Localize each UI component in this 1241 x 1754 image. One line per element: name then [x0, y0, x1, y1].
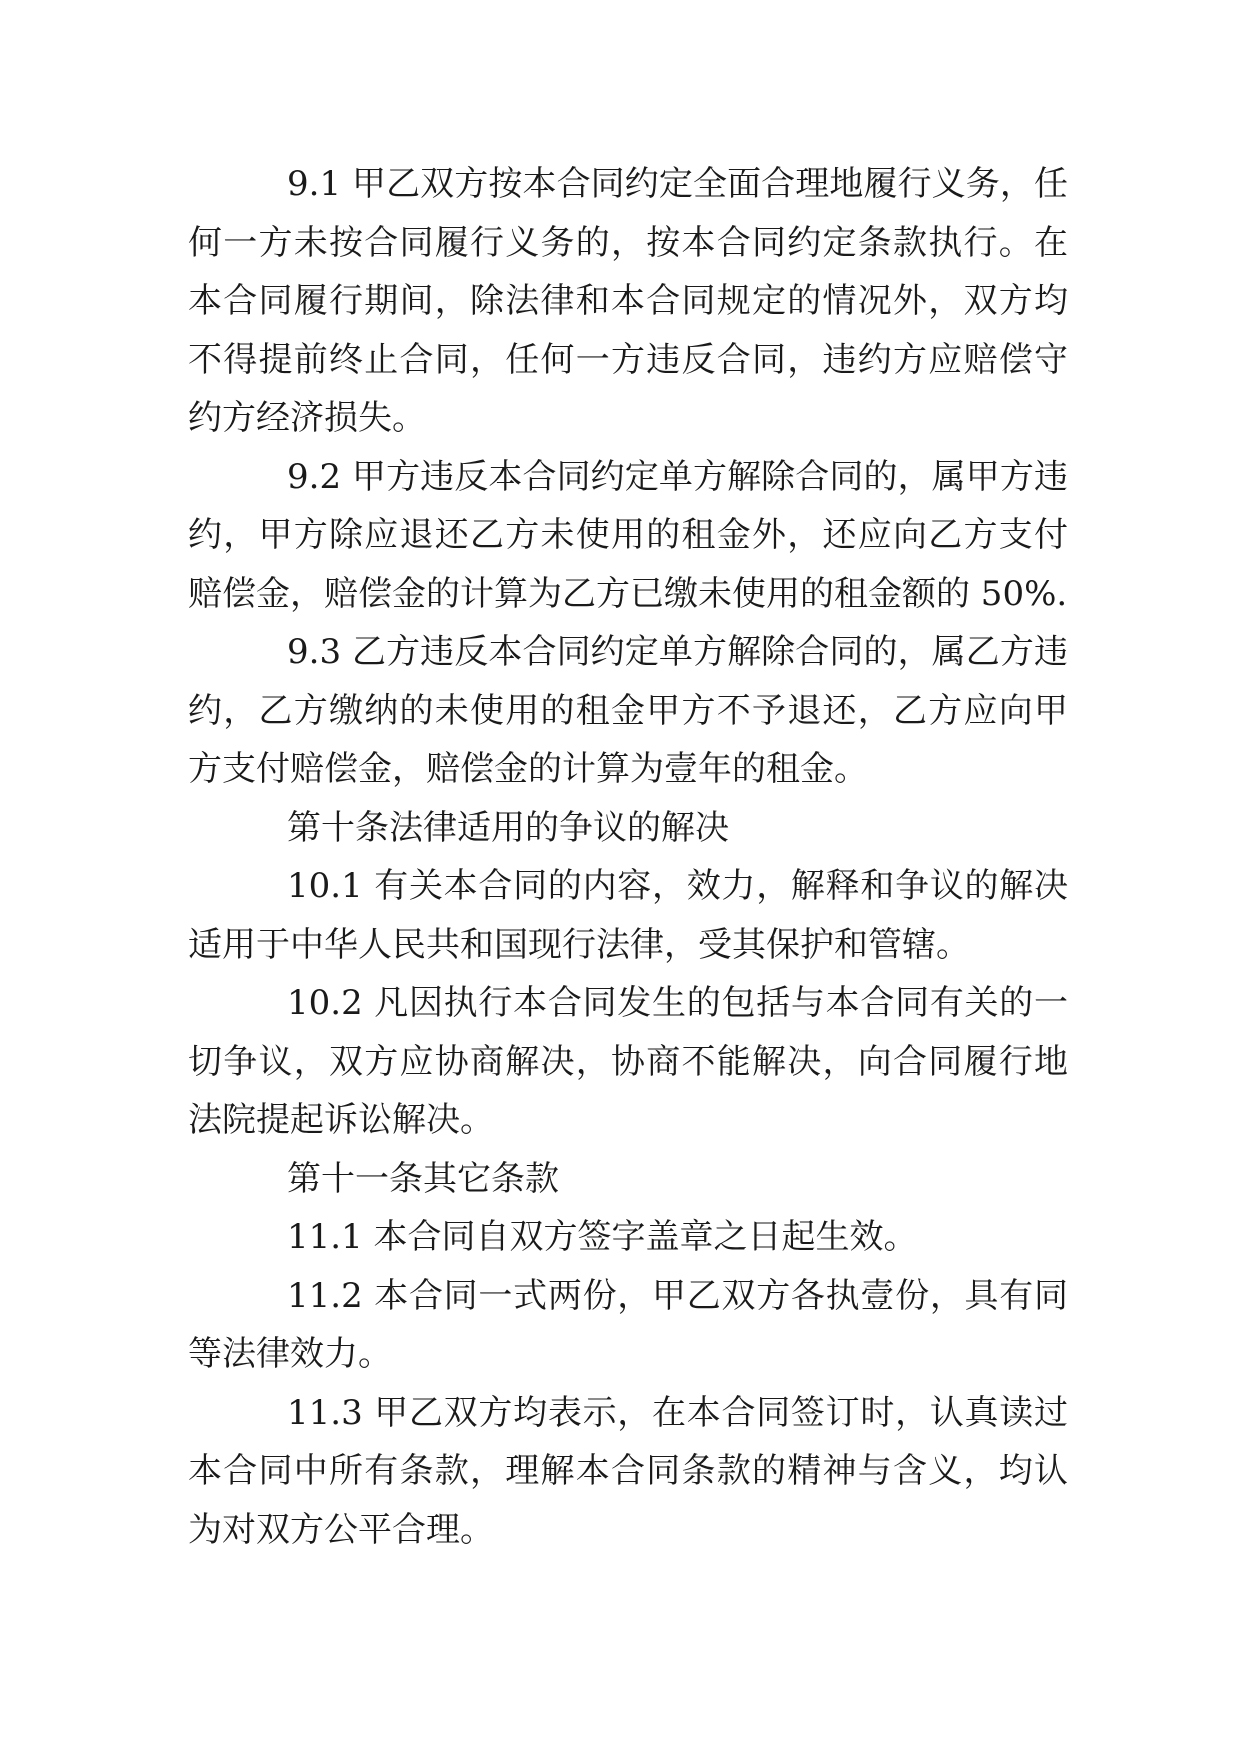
- clause-9-3: 9.3 乙方违反本合同约定单方解除合同的，属乙方违约，乙方缴纳的未使用的租金甲方不予退还，乙方应向甲方支付赔偿金，赔偿金的计算为壹年的租金。: [188, 632, 1068, 789]
- clause-10-1: 10.1 有关本合同的内容，效力，解释和争议的解决适用于中华人民共和国现行法律，受其保护和管辖。: [188, 866, 1068, 965]
- clause-11-3: 11.3 甲乙双方均表示，在本合同签订时，认真读过本合同中所有条款，理解本合同条款的精神与含义，均认为对双方公平合理。: [188, 1392, 1068, 1550]
- clause-9-2: 9.2 甲方违反本合同约定单方解除合同的，属甲方违约，甲方除应退还乙方未使用的租金外，还应向乙方支付赔偿金，赔偿金的计算为乙方已缴未使用的租金额的 50%.: [188, 456, 1068, 614]
- article-10-heading: 第十条法律适用的争议的解决: [287, 807, 729, 848]
- clause-11-1: 11.1 本合同自双方签字盖章之日起生效。: [287, 1217, 918, 1257]
- clause-10-2: 10.2 凡因执行本合同发生的包括与本合同有关的一切争议，双方应协商解决，协商不能解决，向合同履行地法院提起诉讼解决。: [188, 983, 1068, 1140]
- clause-11-2: 11.2 本合同一式两份，甲乙双方各执壹份，具有同等法律效力。: [188, 1275, 1068, 1374]
- document-body: [188, 155, 1068, 1559]
- clause-9-1: 9.1 甲乙双方按本合同约定全面合理地履行义务，任何一方未按合同履行义务的，按本合同约定条款执行。在本合同履行期间，除法律和本合同规定的情况外，双方均不得提前终止合同，任何一方违反合同，违约方应赔偿守约方经济损失。: [188, 164, 1068, 438]
- article-11-heading: 第十一条其它条款: [287, 1158, 559, 1199]
